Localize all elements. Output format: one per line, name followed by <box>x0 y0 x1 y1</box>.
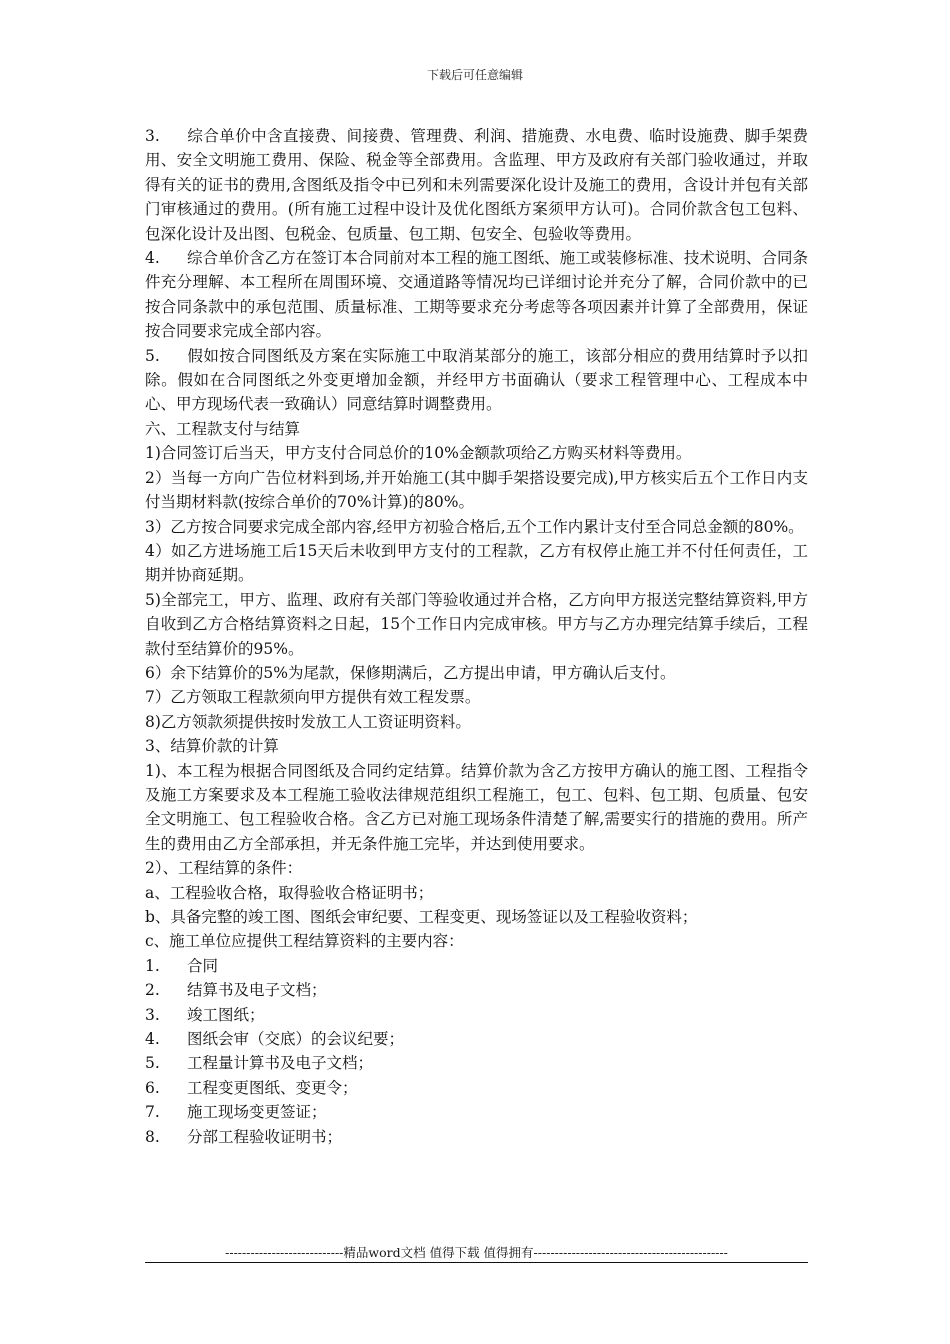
list-item-number: 7. <box>145 1103 160 1122</box>
list-item-text: 工程变更图纸、变更令； <box>187 1078 358 1097</box>
list-item <box>145 978 808 1002</box>
list-item-text: 合同 <box>187 956 219 975</box>
list-item <box>145 1027 808 1051</box>
clause-3 <box>145 124 808 246</box>
list-item-number: 1. <box>145 956 160 975</box>
condition-a: a、工程验收合格，取得验收合格证明书； <box>145 883 434 902</box>
page-footer: ----------------------------精品word文档 值得下载 值得拥有---------------------------------------------- <box>225 1245 728 1260</box>
list-item-text: 分部工程验收证明书； <box>187 1127 343 1146</box>
clause-text: 综合单价中含直接费、间接费、管理费、利润、措施费、水电费、临时设施费、脚手架费用、安全文明施工费用、保险、税金等全部费用。含监理、甲方及政府有关部门验收通过，并取得有关的证书的费用,含图纸及指令中已列和未列需要深化设计及施工的费用，含设计并包有关部门审核通过的费用。(所有施工过程中设计及优化图纸方案须甲方认可)。合同价款含包工包料、包深化设计及出图、包税金、包质量、包工期、包安全、包验收等费用。 <box>145 127 808 243</box>
clause-5 <box>145 344 808 417</box>
settlement-clause-2: 2）、工程结算的条件： <box>145 859 303 878</box>
section-heading-payment: 六、工程款支付与结算 <box>145 419 301 438</box>
list-item-number: 5. <box>145 1054 160 1073</box>
list-item-number: 6. <box>145 1078 160 1097</box>
list-item-text: 结算书及电子文档； <box>187 981 327 1000</box>
page-header: 下载后可任意编辑 <box>426 68 523 82</box>
settlement-documents-list <box>145 954 808 1149</box>
payment-clause-7: 7）乙方领取工程款须向甲方提供有效工程发票。 <box>145 688 481 707</box>
payment-clause-5: 5)全部完工，甲方、监理、政府有关部门等验收通过并合格，乙方向甲方报送完整结算资料,甲方自收到乙方合格结算资料之日起，15个工作日内完成审核。甲方与乙方办理完结算手续后，工程款付至结算价的95%。 <box>145 590 808 658</box>
section-heading-settlement: 3、结算价款的计算 <box>145 737 279 756</box>
list-item-number: 8. <box>145 1127 160 1146</box>
clause-number: 4. <box>145 249 160 268</box>
clause-text: 假如按合同图纸及方案在实际施工中取消某部分的施工，该部分相应的费用结算时予以扣除。假如在合同图纸之外变更增加金额，并经甲方书面确认（要求工程管理中心、工程成本中心、甲方现场代表一致确认）同意结算时调整费用。 <box>145 346 808 414</box>
clause-4 <box>145 246 808 344</box>
payment-clause-6: 6）余下结算价的5%为尾款，保修期满后，乙方提出申请，甲方确认后支付。 <box>145 663 676 682</box>
list-item <box>145 1100 808 1124</box>
payment-clause-2: 2）当每一方向广告位材料到场,并开始施工(其中脚手架搭设要完成),甲方核实后五个工作日内支付当期材料款(按综合单价的70%计算)的80%。 <box>145 468 808 512</box>
list-item-number: 4. <box>145 1030 160 1049</box>
footer-divider <box>145 1262 808 1263</box>
condition-c: c、施工单位应提供工程结算资料的主要内容： <box>145 932 464 951</box>
list-item <box>145 1003 808 1027</box>
condition-b: b、具备完整的竣工图、图纸会审纪要、工程变更、现场签证以及工程验收资料； <box>145 908 698 926</box>
list-item-text: 图纸会审（交底）的会议纪要； <box>187 1030 405 1049</box>
payment-clause-4: 4）如乙方进场施工后15天后未收到甲方支付的工程款，乙方有权停止施工并不付任何责任，工期并协商延期。 <box>145 541 808 585</box>
payment-clause-8: 8)乙方领款须提供按时发放工人工资证明资料。 <box>145 712 471 731</box>
payment-clause-1: 1)合同签订后当天，甲方支付合同总价的10%金额款项给乙方购买材料等费用。 <box>145 444 692 463</box>
list-item-text: 工程量计算书及电子文档； <box>187 1054 374 1073</box>
list-item-text: 竣工图纸； <box>187 1005 265 1024</box>
list-item-text: 施工现场变更签证； <box>187 1103 327 1122</box>
clause-number: 5. <box>145 346 160 365</box>
list-item <box>145 1125 808 1149</box>
document-body <box>145 124 808 1149</box>
clause-text: 综合单价含乙方在签订本合同前对本工程的施工图纸、施工或装修标准、技术说明、合同条件充分理解、本工程所在周围环境、交通道路等情况均已详细讨论并充分了解，合同价款中的已按合同条款中的承包范围、质量标准、工期等要求充分考虑等各项因素并计算了全部费用，保证按合同要求完成全部内容。 <box>145 249 808 341</box>
settlement-clause-1: 1)、本工程为根据合同图纸及合同约定结算。结算价款为含乙方按甲方确认的施工图、工程指令及施工方案要求及本工程施工验收法律规范组织工程施工，包工、包料、包工期、包质量、包安全文明施工、包工程验收合格。含乙方已对施工现场条件清楚了解,需要实行的措施的费用。所产生的费用由乙方全部承担，并无条件施工完毕，并达到使用要求。 <box>145 761 808 853</box>
list-item-number: 3. <box>145 1005 160 1024</box>
list-item <box>145 1076 808 1100</box>
list-item <box>145 954 808 978</box>
list-item-number: 2. <box>145 981 160 1000</box>
list-item <box>145 1051 808 1075</box>
payment-clause-3: 3）乙方按合同要求完成全部内容,经甲方初验合格后,五个工作内累计支付至合同总金额的80%。 <box>145 517 804 536</box>
clause-number: 3. <box>145 127 160 145</box>
